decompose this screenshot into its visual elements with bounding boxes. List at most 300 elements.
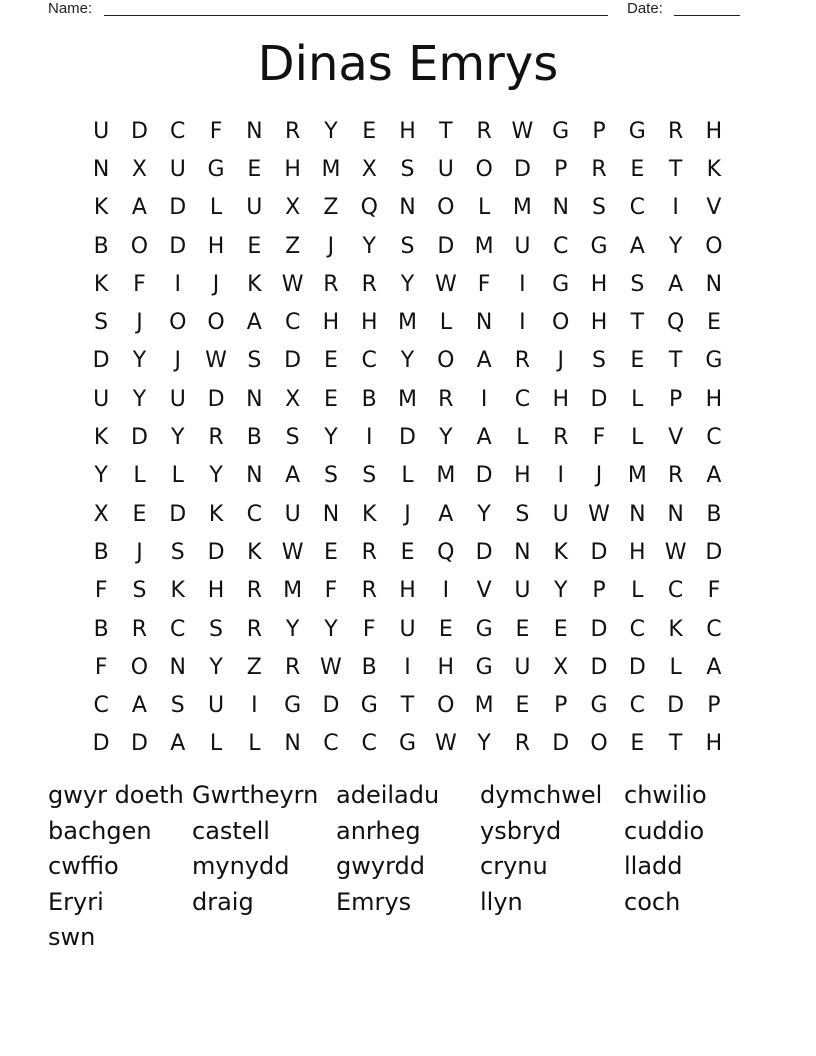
page-title: Dinas Emrys [257,36,559,92]
grid-letter: F [362,616,376,642]
grid-row [82,189,733,227]
grid-letter: R [284,118,301,144]
grid-letter: O [169,310,187,336]
grid-letter: N [552,195,569,221]
grid-letter: C [553,233,569,259]
grid-letter: A [706,463,722,489]
grid-letter: N [705,271,723,297]
grid-letter: I [557,463,564,489]
grid-row [82,342,733,380]
grid-letter: Z [323,195,339,221]
grid-letter: L [133,463,146,489]
grid-letter: K [208,501,224,527]
grid-letter: W [281,539,304,565]
grid-row [82,150,733,188]
grid-letter: C [361,348,377,374]
grid-letter: M [512,195,532,221]
grid-letter: R [361,539,377,565]
grid-letter: P [707,693,721,719]
grid-letter: O [552,310,570,336]
grid-letter: T [668,156,683,182]
grid-letter: H [360,310,378,336]
grid-letter: O [130,233,149,259]
grid-letter: U [514,233,531,259]
word-list-item: gwyr doeth [48,781,184,809]
grid-letter: F [209,118,223,144]
grid-letter: L [631,578,644,604]
grid-letter: S [132,578,147,604]
grid-letter: Y [171,425,185,451]
grid-letter: J [136,539,143,565]
word-list-item: mynydd [192,852,290,880]
grid-letter: A [476,348,492,374]
grid-letter: Q [360,195,378,221]
grid-letter: E [247,233,262,259]
grid-letter: B [246,425,262,451]
grid-letter: L [439,310,452,336]
grid-letter: V [706,195,722,221]
grid-letter: D [513,156,531,182]
grid-letter: Y [668,233,683,259]
grid-letter: U [514,578,531,604]
grid-letter: W [588,501,610,527]
grid-letter: O [705,233,723,259]
grid-letter: U [246,195,263,221]
grid-letter: Y [94,463,108,489]
grid-letter: S [400,156,415,182]
grid-letter: X [131,156,147,182]
grid-letter: C [284,310,301,336]
word-list-item: anrheg [336,816,421,845]
grid-letter: U [399,616,416,642]
grid-letter: B [93,616,109,642]
grid-letter: E [438,616,453,642]
grid-letter: S [592,348,606,374]
grid-letter: P [592,578,606,604]
grid-letter: S [400,233,415,259]
grid-letter: I [404,654,411,680]
grid-letter: I [251,693,258,719]
grid-letter: X [361,156,377,182]
word-list-item: ysbryd [480,816,562,845]
grid-letter: X [285,195,301,221]
grid-letter: R [131,616,148,642]
grid-letter: F [592,425,606,451]
grid-letter: R [438,386,454,412]
grid-letter: K [247,539,262,565]
grid-letter: T [400,693,415,719]
grid-letter: T [439,118,453,144]
grid-letter: E [323,539,338,565]
grid-letter: M [474,233,494,259]
grid-letter: D [552,731,570,757]
grid-letter: D [130,731,148,757]
grid-letter: N [92,156,110,182]
grid-letter: F [94,654,108,680]
grid-letter: J [557,348,564,374]
word-list-item: coch [624,887,681,916]
grid-letter: E [630,156,645,182]
grid-row [82,495,733,533]
grid-letter: S [170,693,185,719]
grid-letter: B [706,501,722,527]
name-label: Name: [48,0,93,17]
grid-letter: W [320,654,342,680]
grid-letter: Y [477,501,491,527]
grid-letter: B [93,539,109,565]
grid-letter: I [442,578,450,604]
grid-letter: F [707,578,721,604]
grid-letter: U [207,693,225,719]
grid-letter: I [519,310,526,336]
word-list-item: castell [192,816,270,845]
grid-letter: Y [324,616,338,642]
word-list-item: Eryri [48,887,104,916]
grid-letter: O [475,156,493,182]
grid-letter: D [590,386,608,412]
grid-letter: U [93,386,110,412]
grid-letter: C [629,616,645,642]
grid-letter: D [667,693,685,719]
grid-letter: M [627,463,647,489]
grid-letter: R [476,118,492,144]
grid-row [82,572,733,610]
grid-letter: O [130,654,149,680]
grid-row [82,725,733,763]
grid-letter: E [515,693,530,719]
grid-letter: T [668,731,683,757]
grid-row [82,533,733,571]
grid-letter: F [94,578,108,604]
grid-letter: D [207,386,225,412]
grid-letter: S [630,271,645,297]
grid-letter: D [590,654,608,680]
grid-letter: E [362,118,377,144]
grid-letter: H [284,156,301,182]
grid-letter: L [248,731,261,757]
grid-letter: H [399,118,416,144]
grid-letter: H [629,539,646,565]
grid-letter: L [401,463,414,489]
grid-letter: O [437,693,455,719]
grid-letter: W [434,731,457,757]
grid-letter: X [285,386,301,412]
word-list-item: Gwrtheyrn [192,781,319,809]
grid-letter: D [169,195,187,221]
grid-letter: R [591,156,607,182]
word-list-item: bachgen [48,816,152,845]
grid-letter: A [131,693,147,719]
grid-letter: A [438,501,454,527]
grid-letter: A [668,271,684,297]
grid-letter: G [207,156,225,182]
grid-letter: S [515,501,530,527]
grid-letter: B [361,654,377,680]
grid-letter: E [515,616,530,642]
letter-grid [82,112,733,763]
grid-letter: F [133,271,146,297]
grid-row [82,686,733,724]
grid-letter: L [477,195,491,221]
grid-letter: K [247,271,262,297]
grid-letter: N [169,654,186,680]
grid-letter: K [170,578,185,604]
grid-letter: D [628,654,646,680]
grid-row [82,457,733,495]
grid-letter: H [705,118,723,144]
grid-letter: C [93,693,109,719]
grid-letter: U [93,118,110,144]
grid-row [82,380,733,418]
grid-letter: L [631,425,644,451]
grid-letter: C [170,118,186,144]
grid-letter: E [247,156,262,182]
grid-letter: N [399,195,416,221]
grid-letter: P [554,693,568,719]
grid-letter: D [130,425,148,451]
grid-letter: Q [666,310,685,336]
grid-letter: N [246,118,263,144]
grid-letter: J [404,501,411,527]
grid-letter: U [284,501,301,527]
grid-letter: L [209,731,223,757]
grid-letter: Y [553,578,568,604]
grid-letter: S [209,616,224,642]
grid-letter: N [629,501,646,527]
grid-letter: K [553,539,568,565]
grid-letter: B [93,233,109,259]
grid-letter: E [323,348,338,374]
grid-letter: E [400,539,415,565]
grid-letter: A [246,310,262,336]
grid-letter: N [284,731,301,757]
grid-letter: S [285,425,300,451]
grid-letter: C [514,386,531,412]
grid-letter: J [174,348,181,374]
grid-letter: T [668,348,683,374]
word-list-item: dymchwel [480,781,603,809]
grid-letter: R [667,118,684,144]
grid-letter: A [131,195,147,221]
grid-letter: H [437,654,455,680]
word-list-item: llyn [480,887,523,916]
grid-letter: X [553,654,569,680]
grid-letter: D [322,693,340,719]
grid-letter: W [511,118,534,144]
date-line [674,0,740,16]
grid-letter: K [706,156,722,182]
grid-letter: I [672,195,679,221]
grid-letter: S [323,463,338,489]
grid-letter: C [629,195,645,221]
grid-row [82,648,733,686]
word-list-item: draig [192,887,254,916]
grid-letter: O [437,348,455,374]
word-list-item: cuddio [624,816,705,845]
grid-letter: U [169,156,186,182]
grid-letter: D [92,731,110,757]
grid-letter: N [322,501,340,527]
name-line [104,0,608,16]
grid-letter: H [552,386,569,412]
grid-letter: E [630,731,645,757]
grid-letter: I [174,271,181,297]
grid-letter: L [516,425,529,451]
grid-letter: D [399,425,416,451]
grid-row [82,227,733,265]
grid-letter: M [398,310,418,336]
grid-letter: A [629,233,645,259]
grid-letter: R [514,731,531,757]
grid-letter: Z [246,654,262,680]
grid-letter: A [285,463,301,489]
grid-letter: M [321,156,341,182]
grid-letter: R [246,616,262,642]
grid-letter: N [246,463,263,489]
grid-letter: D [207,539,225,565]
grid-letter: M [398,386,418,412]
grid-letter: E [630,348,645,374]
grid-letter: C [629,693,645,719]
grid-letter: O [590,731,608,757]
grid-letter: G [552,118,570,144]
grid-letter: D [705,539,723,565]
grid-letter: Y [362,233,376,259]
grid-letter: N [514,539,531,565]
grid-letter: J [327,233,335,259]
grid-row [82,265,733,303]
grid-letter: H [590,271,608,297]
grid-letter: D [437,233,455,259]
grid-letter: A [476,425,492,451]
grid-letter: W [281,271,304,297]
grid-letter: C [706,616,722,642]
word-list-item: gwyrdd [336,852,425,880]
grid-row [82,303,733,341]
grid-letter: H [705,386,723,412]
grid-letter: N [475,310,493,336]
grid-letter: U [552,501,569,527]
grid-letter: O [437,195,455,221]
grid-letter: G [552,271,570,297]
grid-letter: S [592,195,606,221]
grid-letter: P [554,156,568,182]
grid-letter: I [480,386,488,412]
grid-letter: S [247,348,262,374]
grid-letter: H [322,310,340,336]
grid-letter: S [94,310,109,336]
grid-letter: Y [477,731,491,757]
grid-letter: D [92,348,110,374]
grid-letter: Y [285,616,300,642]
grid-letter: C [246,501,263,527]
grid-letter: H [399,578,416,604]
grid-letter: R [667,463,684,489]
word-list-item: crynu [480,852,548,880]
grid-letter: I [365,425,373,451]
grid-letter: H [514,463,531,489]
grid-letter: U [514,654,531,680]
grid-letter: N [246,386,263,412]
grid-letter: L [631,386,644,412]
grid-letter: J [212,271,220,297]
grid-letter: R [208,425,224,451]
grid-letter: E [706,310,721,336]
grid-letter: D [169,233,187,259]
grid-letter: H [705,731,723,757]
grid-letter: D [590,539,608,565]
grid-letter: R [361,578,377,604]
grid-letter: G [360,693,378,719]
grid-letter: Y [324,118,338,144]
word-list-item: swn [48,923,96,951]
word-list-item: chwilio [624,781,707,809]
grid-row [82,418,733,456]
grid-letter: G [475,616,493,642]
grid-letter: G [628,118,646,144]
grid-letter: H [207,578,225,604]
grid-letter: D [475,463,493,489]
grid-letter: Y [132,348,147,374]
grid-row [82,610,733,648]
grid-letter: P [592,118,606,144]
grid-letter: E [132,501,147,527]
grid-letter: Z [285,233,301,259]
grid-letter: Y [209,463,223,489]
grid-letter: N [667,501,684,527]
grid-letter: W [205,348,227,374]
grid-letter: G [284,693,302,719]
grid-letter: R [361,271,377,297]
grid-letter: D [475,539,493,565]
grid-letter: R [246,578,262,604]
grid-letter: S [362,463,377,489]
grid-letter: O [207,310,225,336]
word-list-item: adeiladu [336,781,440,809]
word-list-item: lladd [624,852,683,880]
grid-letter: Y [439,425,453,451]
grid-letter: L [209,195,223,221]
grid-letter: Q [437,539,455,565]
grid-letter: D [284,348,302,374]
grid-letter: T [630,310,645,336]
grid-letter: I [519,271,526,297]
grid-letter: E [323,386,338,412]
header-row [48,0,748,20]
grid-letter: L [171,463,184,489]
grid-letter: Y [132,386,147,412]
grid-letter: H [207,233,225,259]
grid-letter: Y [324,425,338,451]
grid-letter: K [362,501,377,527]
grid-letter: G [590,233,608,259]
grid-letter: C [706,425,722,451]
grid-letter: A [706,654,722,680]
grid-letter: K [668,616,683,642]
grid-letter: M [283,578,303,604]
grid-letter: Y [400,271,415,297]
grid-letter: C [170,616,186,642]
grid-letter: H [590,310,608,336]
grid-letter: K [93,425,109,451]
grid-letter: R [323,271,339,297]
grid-letter: E [553,616,568,642]
grid-letter: C [667,578,684,604]
grid-letter: G [590,693,608,719]
grid-letter: C [361,731,377,757]
grid-letter: B [361,386,377,412]
grid-letter: C [323,731,339,757]
